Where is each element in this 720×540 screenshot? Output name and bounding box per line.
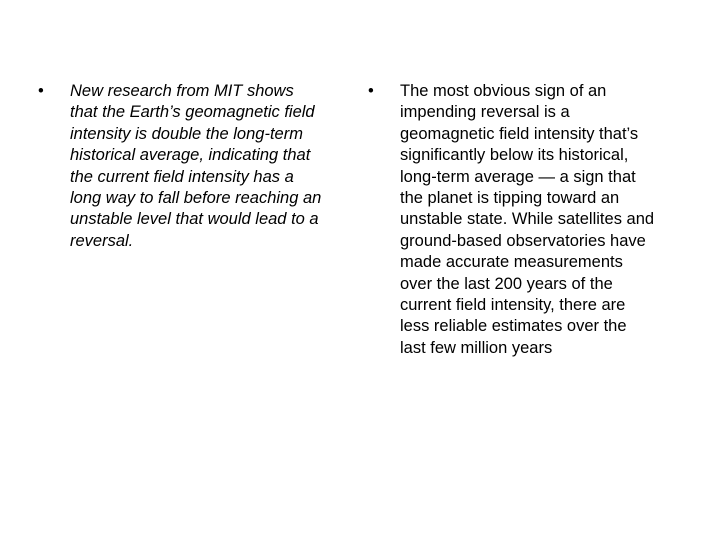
right-column xyxy=(368,81,688,359)
text-line: the current field intensity has a xyxy=(70,167,294,186)
text-line: intensity is double the long-term xyxy=(70,124,303,143)
bullet-item xyxy=(368,81,688,359)
bullet-icon: • xyxy=(38,82,44,100)
text-line: long way to fall before reaching an xyxy=(70,189,322,208)
text-line: that the Earth’s geomagnetic field xyxy=(70,103,315,122)
text-line: The most obvious sign of an xyxy=(400,82,607,100)
left-bullet-text xyxy=(70,81,350,252)
text-line: New research from MIT shows xyxy=(70,82,294,100)
text-line: significantly below its historical, xyxy=(400,146,629,165)
bullet-icon: • xyxy=(368,82,374,100)
text-line: unstable level that would lead to a xyxy=(70,210,319,229)
text-line: less reliable estimates over the xyxy=(400,317,627,336)
text-line: ground-based observatories have xyxy=(400,231,646,250)
text-line: made accurate measurements xyxy=(400,253,623,272)
text-line: historical average, indicating that xyxy=(70,146,311,165)
right-bullet-text xyxy=(400,81,688,359)
text-line: the planet is tipping toward an xyxy=(400,189,620,208)
text-line: current field intensity, there are xyxy=(400,296,626,315)
text-line: geomagnetic field intensity that’s xyxy=(400,124,639,143)
text-line: reversal. xyxy=(70,231,134,250)
text-line: over the last 200 years of the xyxy=(400,274,613,293)
text-line: impending reversal is a xyxy=(400,103,570,122)
bullet-item xyxy=(38,81,350,252)
left-column xyxy=(38,81,350,252)
text-line: last few million years xyxy=(400,338,553,357)
text-line: unstable state. While satellites and xyxy=(400,210,655,229)
text-line: long-term average — a sign that xyxy=(400,167,636,186)
